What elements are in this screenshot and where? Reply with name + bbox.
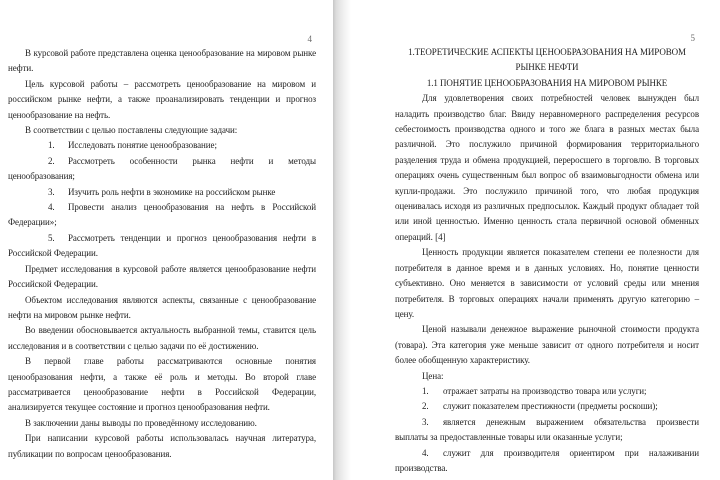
section-heading: 1.1 ПОНЯТИЕ ЦЕНООБРАЗОВАНИЯ НА МИРОВОМ РЫНКЕ	[426, 77, 668, 88]
list-item	[8, 185, 316, 200]
list-item-text: Изучить роль нефти в экономике на российском рынке	[68, 186, 276, 197]
page-4-body	[8, 46, 316, 462]
list-item	[395, 415, 699, 446]
document-page-5	[351, 0, 720, 480]
list-item	[8, 138, 316, 153]
list-item-text: Рассмотреть особенности рынка нефти и методы ценообразования;	[8, 155, 316, 182]
paragraph: Ценой называли денежное выражение рыночной стоимости продукта (товара). Эта категория уже меньше зависит от одного потребителя и носит более обобщенную характеристику.	[395, 324, 699, 366]
paragraph: При написании курсовой работы использовалась научная литература, публикации по вопросам ценообразования.	[8, 433, 316, 459]
list-item	[8, 200, 316, 231]
list-item-text: Исследовать понятие ценообразование;	[68, 140, 217, 151]
page-number: 5	[690, 33, 695, 43]
list-item-number: 4.	[48, 202, 55, 213]
paragraph: Ценность продукции является показателем степени ее полезности для потребителя в данное время и в данных условиях. Но, понятие ценности субъективно. Оно меняется в зависимости от условий среды или мнения потребителя. В торговых операциях начали применять другую категорию – цену.	[395, 247, 699, 319]
page-number: 4	[307, 34, 312, 44]
list-item-number: 2.	[422, 401, 429, 412]
list-item-number: 1.	[422, 385, 429, 396]
paragraph: Для удовлетворения своих потребностей человек вынужден был наладить производство благ. Ввиду неравномерного распределения ресурсов себестоимость производства одного и того же блага в разных местах была различной. Это послужило причиной формирования территориального разделения труда и обмена продукцией, переросшего в торговлю. В торговых операциях очень существенным был вопрос об взаимовыгодности обмена или купли-продажи. Это послужило причиной того, что любая продукция оценивалась исходя из различных предпосылок. Каждый продукт обладает той или иной ценностью. Именно ценность стала первичной основой обменных операций. [4]	[395, 93, 699, 242]
list-item	[395, 384, 699, 399]
document-page-4	[0, 0, 333, 480]
list-item-text: Провести анализ ценообразования на нефть в Российской Федерации»;	[8, 202, 316, 228]
list-item-number: 5.	[48, 232, 55, 243]
list-item-text: Рассмотреть тенденции и прогноз ценообразования нефти в Российской Федерации.	[8, 232, 316, 259]
page-gap-divider	[333, 0, 351, 480]
list-item-number: 3.	[422, 416, 429, 427]
page-4-content	[8, 33, 316, 462]
list-item-number: 4.	[422, 447, 429, 458]
list-item	[8, 231, 316, 262]
page-5-body	[395, 91, 699, 476]
paragraph: В заключении даны выводы по проведённому исследованию.	[25, 417, 257, 428]
paragraph: В соответствии с целью поставлены следующие задачи:	[25, 125, 238, 136]
list-item-text: отражает затраты на производство товара или услуги;	[443, 385, 647, 396]
paragraph: Объектом исследования являются аспекты, связанные с ценообразование нефти на мировом рынке нефти.	[8, 294, 316, 320]
list-item-text: является денежным выражением обязательства произвести выплаты за предоставленные товары или оказанные услуги;	[395, 416, 699, 443]
list-item	[395, 399, 699, 414]
paragraph: Во введении обосновывается актуальность выбранной темы, ставится цель исследования и в соответствии с целью задачи по её достижению.	[8, 325, 316, 351]
paragraph: Цена:	[422, 370, 444, 381]
list-item-text: служит показателем престижности (предметы роскоши);	[443, 401, 658, 412]
paragraph: В первой главе работы рассматриваются основные понятия ценообразования нефти, а также её роль и методы. Во второй главе рассматривается ценообразование нефти в Российской Федерации, анализируется текущее состояние и прогноз ценообразования нефти.	[8, 356, 316, 413]
list-item-number: 3.	[48, 186, 55, 197]
list-item-number: 2.	[48, 155, 55, 166]
page-5-content	[395, 32, 699, 476]
list-item	[8, 154, 316, 185]
paragraph: Предмет исследования в курсовой работе является ценообразование нефти Российской Федерации.	[8, 263, 316, 290]
paragraph: Цель курсовой работы – рассмотреть ценообразование на мировом и российском рынке нефти, а также проанализировать тенденции и прогноз ценообразование на нефть.	[8, 78, 316, 120]
list-item-text: служит для производителя ориентиром при налаживании производства.	[395, 447, 699, 473]
list-item-number: 1.	[48, 140, 55, 151]
chapter-heading: 1.ТЕОРЕТИЧЕСКИЕ АСПЕКТЫ ЦЕНООБРАЗОВАНИЯ НА МИРОВОМ РЫНКЕ НЕФТИ	[408, 47, 686, 73]
list-item	[395, 446, 699, 477]
paragraph: В курсовой работе представлена оценка ценообразование на мировом рынке нефти.	[8, 48, 316, 74]
